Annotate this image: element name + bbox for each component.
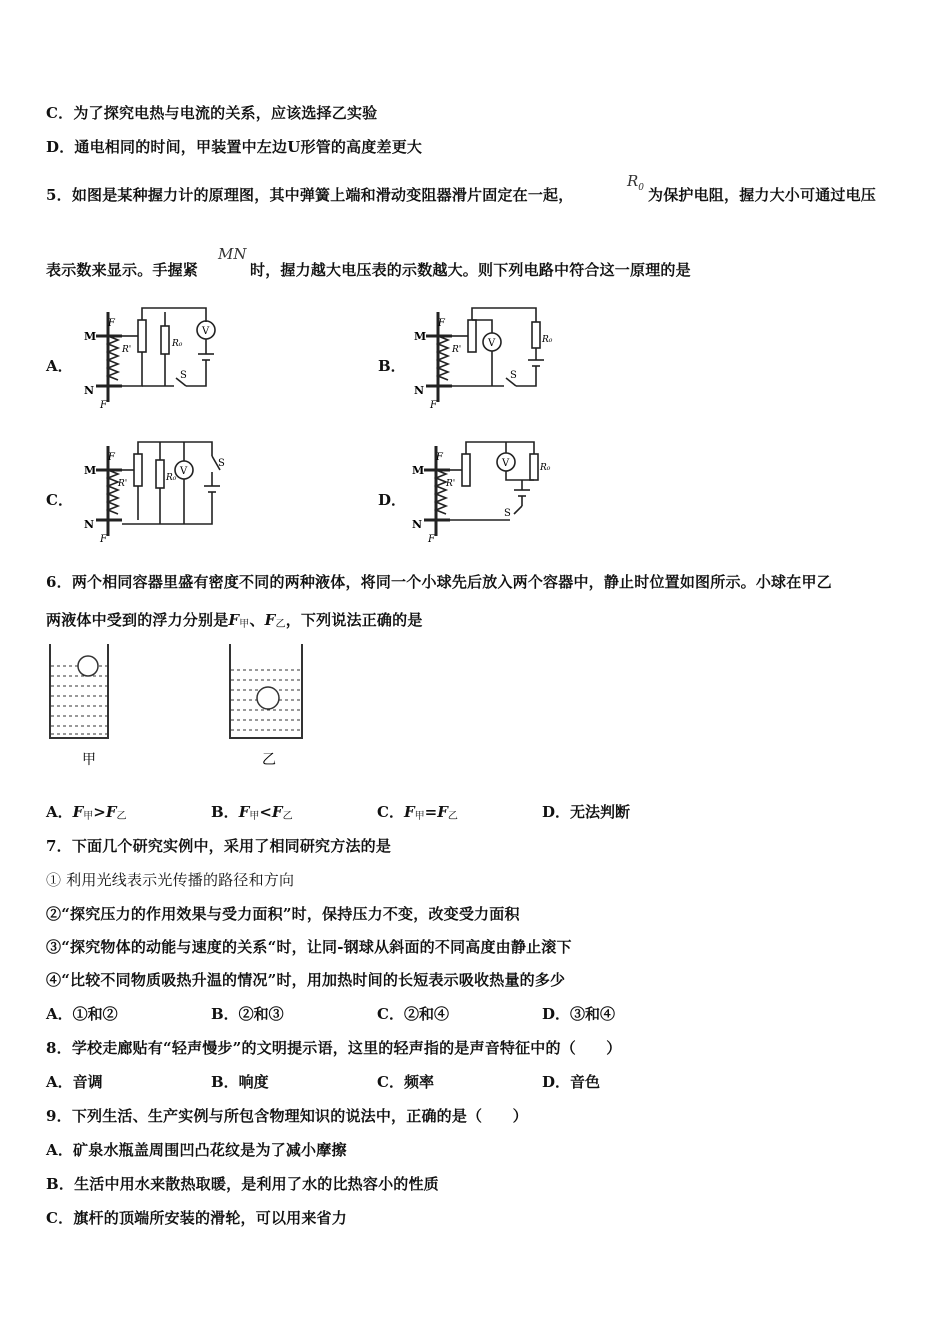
q8-option-c: C．频率 <box>377 1073 434 1091</box>
circuit-c-switch-s: S <box>218 458 225 469</box>
circuit-diagram-d <box>410 436 560 546</box>
circuit-c-label-rprime: R' <box>118 479 128 489</box>
q5-stem-text-1: 5．如图是某种握力计的原理图，其中弹簧上端和滑动变阻器滑片固定在一起， <box>46 186 574 204</box>
circuit-d-switch-s: S <box>504 508 511 519</box>
circuit-b-label-f-top: F <box>438 318 445 329</box>
circuit-c-label-m: M <box>84 464 97 477</box>
q6-force-sub-yi: 乙 <box>275 619 286 630</box>
q6-stem-2-pre: 两液体中受到的浮力分别是 <box>46 611 229 629</box>
q6-options-row <box>46 801 926 821</box>
q9-stem: 9．下列生活、生产实例与所包含物理知识的说法中，正确的是（ ） <box>46 1107 528 1125</box>
q8-options-row <box>46 1071 926 1091</box>
q7-options-row <box>46 1003 926 1023</box>
q7-option-a: A．①和② <box>46 1005 118 1023</box>
q8-option-d: D．音色 <box>542 1073 601 1091</box>
q8-option-a: A．音调 <box>46 1073 103 1091</box>
q5-stem-4: 时，握力越大电压表的示数越大。则下列电路中符合这一原理的是 <box>250 261 691 279</box>
q9-option-c: C．旗杆的顶端所安装的滑轮，可以用来省力 <box>46 1209 347 1227</box>
circuit-b-switch-s: S <box>510 370 517 381</box>
q6-stem-1: 6．两个相同容器里盛有密度不同的两种液体，将同一个小球先后放入两个容器中，静止时位置如图所示。小球在甲乙 <box>46 573 832 591</box>
q5-option-a-label: A． <box>46 357 73 375</box>
circuit-b-label-rprime: R' <box>452 345 462 355</box>
circuit-diagram-b <box>412 302 572 412</box>
q5-stem-1 <box>46 184 573 205</box>
q4-option-c: C．为了探究电热与电流的关系，应该选择乙实验 <box>46 104 378 122</box>
q7-item-1: ① 利用光线表示光传播的路径和方向 <box>46 871 295 889</box>
circuit-b-label-m: M <box>414 330 427 343</box>
q5-option-b-label: B． <box>378 357 406 375</box>
q6-option-c: C．$F_甲=F_乙$ <box>377 803 458 822</box>
container-jia <box>50 644 108 738</box>
q6-option-b: B．$F_甲<F_乙$ <box>211 803 293 822</box>
container-yi <box>230 644 302 738</box>
q6-option-a: A．$F_甲>F_乙$ <box>46 803 127 822</box>
q6-force-sub-jia: 甲 <box>239 619 250 630</box>
q7-stem: 7．下面几个研究实例中，采用了相同研究方法的是 <box>46 837 392 855</box>
q7-option-c: C．②和④ <box>377 1005 449 1023</box>
circuit-d-label-rprime: R' <box>446 479 456 489</box>
circuit-a-label-r0: R₀ <box>172 339 183 349</box>
q5-stem-2: 为保护电阻，握力大小可通过电压 <box>648 186 877 204</box>
circuit-a-label-rprime: R' <box>122 345 132 355</box>
q7-option-d: D．③和④ <box>542 1005 616 1023</box>
q5-stem-3: 表示数来显示。手握紧 <box>46 261 199 279</box>
circuit-diagram-a <box>82 302 228 412</box>
circuit-c-label-f-top: F <box>108 452 115 463</box>
circuit-b-label-f-bottom: F <box>430 400 437 411</box>
q7-item-3: ③“探究物体的动能与速度的关系“时，让同-钢球从斜面的不同高度由静止滚下 <box>46 938 572 956</box>
q7-item-2: ②“探究压力的作用效果与受力面积”时，保持压力不变，改变受力面积 <box>46 905 520 923</box>
circuit-d-label-n: N <box>412 518 423 531</box>
circuit-diagram-c <box>82 436 232 546</box>
q6-option-d: D．无法判断 <box>542 803 631 821</box>
circuit-a-switch-s: S <box>180 370 187 381</box>
q9-option-a: A．矿泉水瓶盖周围凹凸花纹是为了减小摩擦 <box>46 1141 347 1159</box>
circuit-a-label-f-top: F <box>108 318 115 329</box>
q9-option-b: B．生活中用水来散热取暖，是利用了水的比热容小的性质 <box>46 1175 439 1193</box>
container-jia-label: 甲 <box>82 752 96 768</box>
q5-r0-symbol: $R_0$ <box>627 172 645 193</box>
q5-option-c-label: C． <box>46 491 73 509</box>
q4-option-d: D．通电相同的时间，甲装置中左边U形管的高度差更大 <box>46 138 423 156</box>
container-yi-label: 乙 <box>262 752 276 768</box>
q5-mn-symbol: MN <box>218 245 247 263</box>
circuit-a-label-m: M <box>84 330 97 343</box>
circuit-a-label-f-bottom: F <box>100 400 107 411</box>
circuit-d-voltmeter-v: V <box>502 458 510 469</box>
q6-stem-2 <box>46 609 423 630</box>
q5-option-d-label: D． <box>378 491 407 509</box>
circuit-d-label-f-bottom: F <box>428 534 435 545</box>
circuit-c-label-f-bottom: F <box>100 534 107 545</box>
q6-force-symbol-2: F <box>264 611 276 629</box>
q6-force-symbol-1: F <box>228 611 240 629</box>
q7-option-b: B．②和③ <box>211 1005 284 1023</box>
circuit-c-label-r0: R₀ <box>166 473 177 483</box>
circuit-b-voltmeter-v: V <box>488 338 496 349</box>
circuit-b-label-r0: R₀ <box>542 335 553 345</box>
q6-stem-2-post: ，下列说法正确的是 <box>285 611 423 629</box>
circuit-d-label-m: M <box>412 464 425 477</box>
q8-stem: 8．学校走廊贴有“轻声慢步”的文明提示语，这里的轻声指的是声音特征中的（ ） <box>46 1039 622 1057</box>
q8-option-b: B．响度 <box>211 1073 269 1091</box>
q7-item-4: ④“比较不同物质吸热升温的情况”时，用加热时间的长短表示吸收热量的多少 <box>46 971 566 989</box>
circuit-b-label-n: N <box>414 384 425 397</box>
circuit-a-voltmeter-v: V <box>202 326 210 337</box>
circuit-d-label-f-top: F <box>436 452 443 463</box>
circuit-c-label-n: N <box>84 518 95 531</box>
circuit-c-voltmeter-v: V <box>180 466 188 477</box>
circuit-d-label-r0: R₀ <box>540 463 551 473</box>
q6-containers-figure <box>44 640 314 770</box>
circuit-a-label-n: N <box>84 384 95 397</box>
q6-force-separator: 、 <box>249 611 265 629</box>
